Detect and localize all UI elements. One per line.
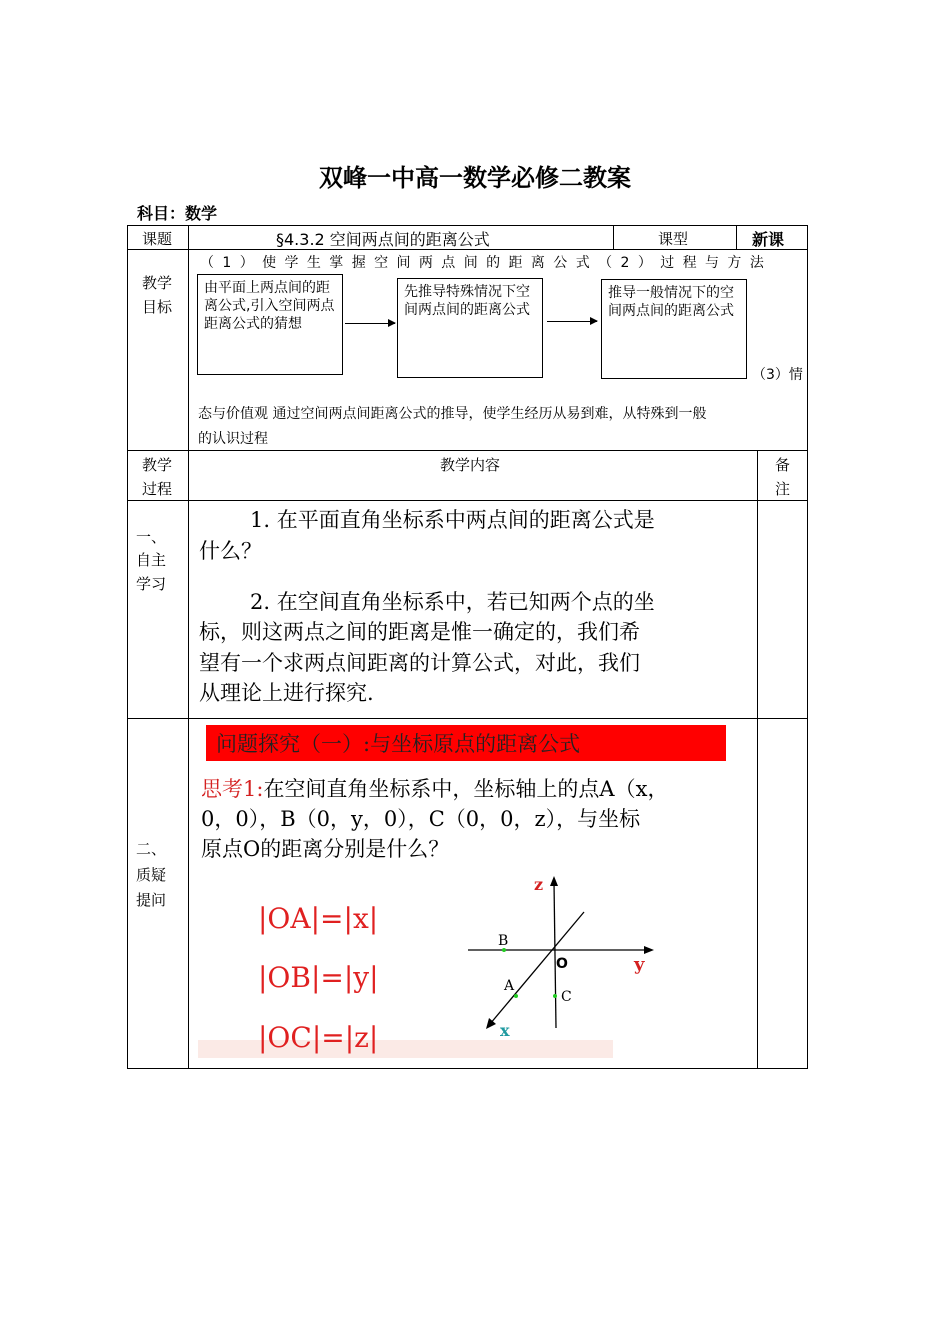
think-line1 [201, 774, 668, 805]
goal-box-3: 推导一般情况下的空间两点间的距离公式 [601, 279, 747, 379]
banner-title: 问题探究（一）:与坐标原点的距离公式 [216, 732, 581, 756]
process-label-1: 教学 [142, 456, 173, 474]
think-line3: 原点O的距离分别是什么？ [201, 837, 450, 861]
q2-line2: 标，则这两点之间的距离是惟一确定的，我们希 [199, 620, 640, 644]
z-axis-arrow-icon [550, 876, 558, 886]
q2-line4: 从理论上进行探究. [199, 681, 374, 705]
goal-item3-line1: 态与价值观 通过空间两点间距离公式的推导，使学生经历从易到难，从特殊到一般 [198, 406, 707, 422]
think-text-1: 在空间直角坐标系中，坐标轴上的点A（x， [263, 777, 669, 801]
y-axis-label: y [634, 954, 645, 975]
goals-label-2: 目标 [142, 298, 173, 316]
section1-label-1: 一、 [136, 528, 167, 546]
q2-line1: 2. 在空间直角坐标系中，若已知两个点的坐 [250, 590, 655, 614]
goal-item3-marker: （3）情 [752, 367, 803, 383]
point-a-label: A [504, 978, 515, 994]
topic-label: 课题 [142, 230, 173, 248]
origin-label: O [556, 956, 568, 972]
note-label-1: 备 [775, 456, 791, 474]
section2-label-1: 二、 [136, 840, 167, 858]
page-title: 双峰一中高一数学必修二教案 [319, 164, 631, 192]
y-axis-arrow-icon [644, 946, 654, 954]
x-axis-arrow-icon [486, 1018, 496, 1029]
x-axis-label: x [500, 1021, 510, 1040]
point-c-dot [553, 994, 557, 998]
z-axis [554, 882, 556, 1028]
arrow-icon-1 [345, 323, 395, 324]
content-label: 教学内容 [440, 456, 501, 474]
goal-box-2: 先推导特殊情况下空间两点间的距离公式 [397, 278, 543, 378]
type-value: 新课 [752, 230, 785, 249]
think-line2: 0，0），B（0，y，0），C（0，0，z），与坐标 [201, 807, 641, 831]
section1-label-3: 学习 [136, 575, 167, 593]
z-axis-label: z [534, 875, 544, 894]
point-b-label: B [498, 933, 509, 949]
section2-label-3: 提问 [136, 891, 167, 909]
coordinate-diagram [460, 870, 680, 1050]
section2-label-2: 质疑 [136, 866, 167, 884]
q1-line2: 什么？ [199, 539, 262, 563]
formula-oa: |OA|=|x| [258, 902, 379, 935]
think-label: 思考1: [201, 777, 264, 801]
x-axis [490, 912, 584, 1024]
formula-ob: |OB|=|y| [258, 961, 379, 994]
q1-line1: 1. 在平面直角坐标系中两点间的距离公式是 [250, 508, 655, 532]
goal-item3-line2: 的认识过程 [198, 431, 268, 447]
goals-label-1: 教学 [142, 274, 173, 292]
q2-line3: 望有一个求两点间距离的计算公式，对此，我们 [199, 651, 640, 675]
subject-line: 科目：数学 [137, 204, 218, 223]
process-label-2: 过程 [142, 480, 173, 498]
section1-label-2: 自主 [136, 551, 167, 569]
goals-intro: （1）使学生掌握空间两点间的距离公式（2）过程与方法 [200, 255, 773, 271]
note-label-2: 注 [775, 480, 791, 498]
arrow-icon-2 [547, 321, 597, 322]
topic-value: §4.3.2 空间两点间的距离公式 [276, 230, 490, 249]
type-label: 课型 [658, 230, 689, 248]
goal-box-1: 由平面上两点间的距离公式,引入空间两点距离公式的猜想 [197, 274, 343, 375]
point-a-dot [514, 994, 518, 998]
point-c-label: C [561, 989, 572, 1005]
formula-oc: |OC|=|z| [258, 1021, 379, 1054]
